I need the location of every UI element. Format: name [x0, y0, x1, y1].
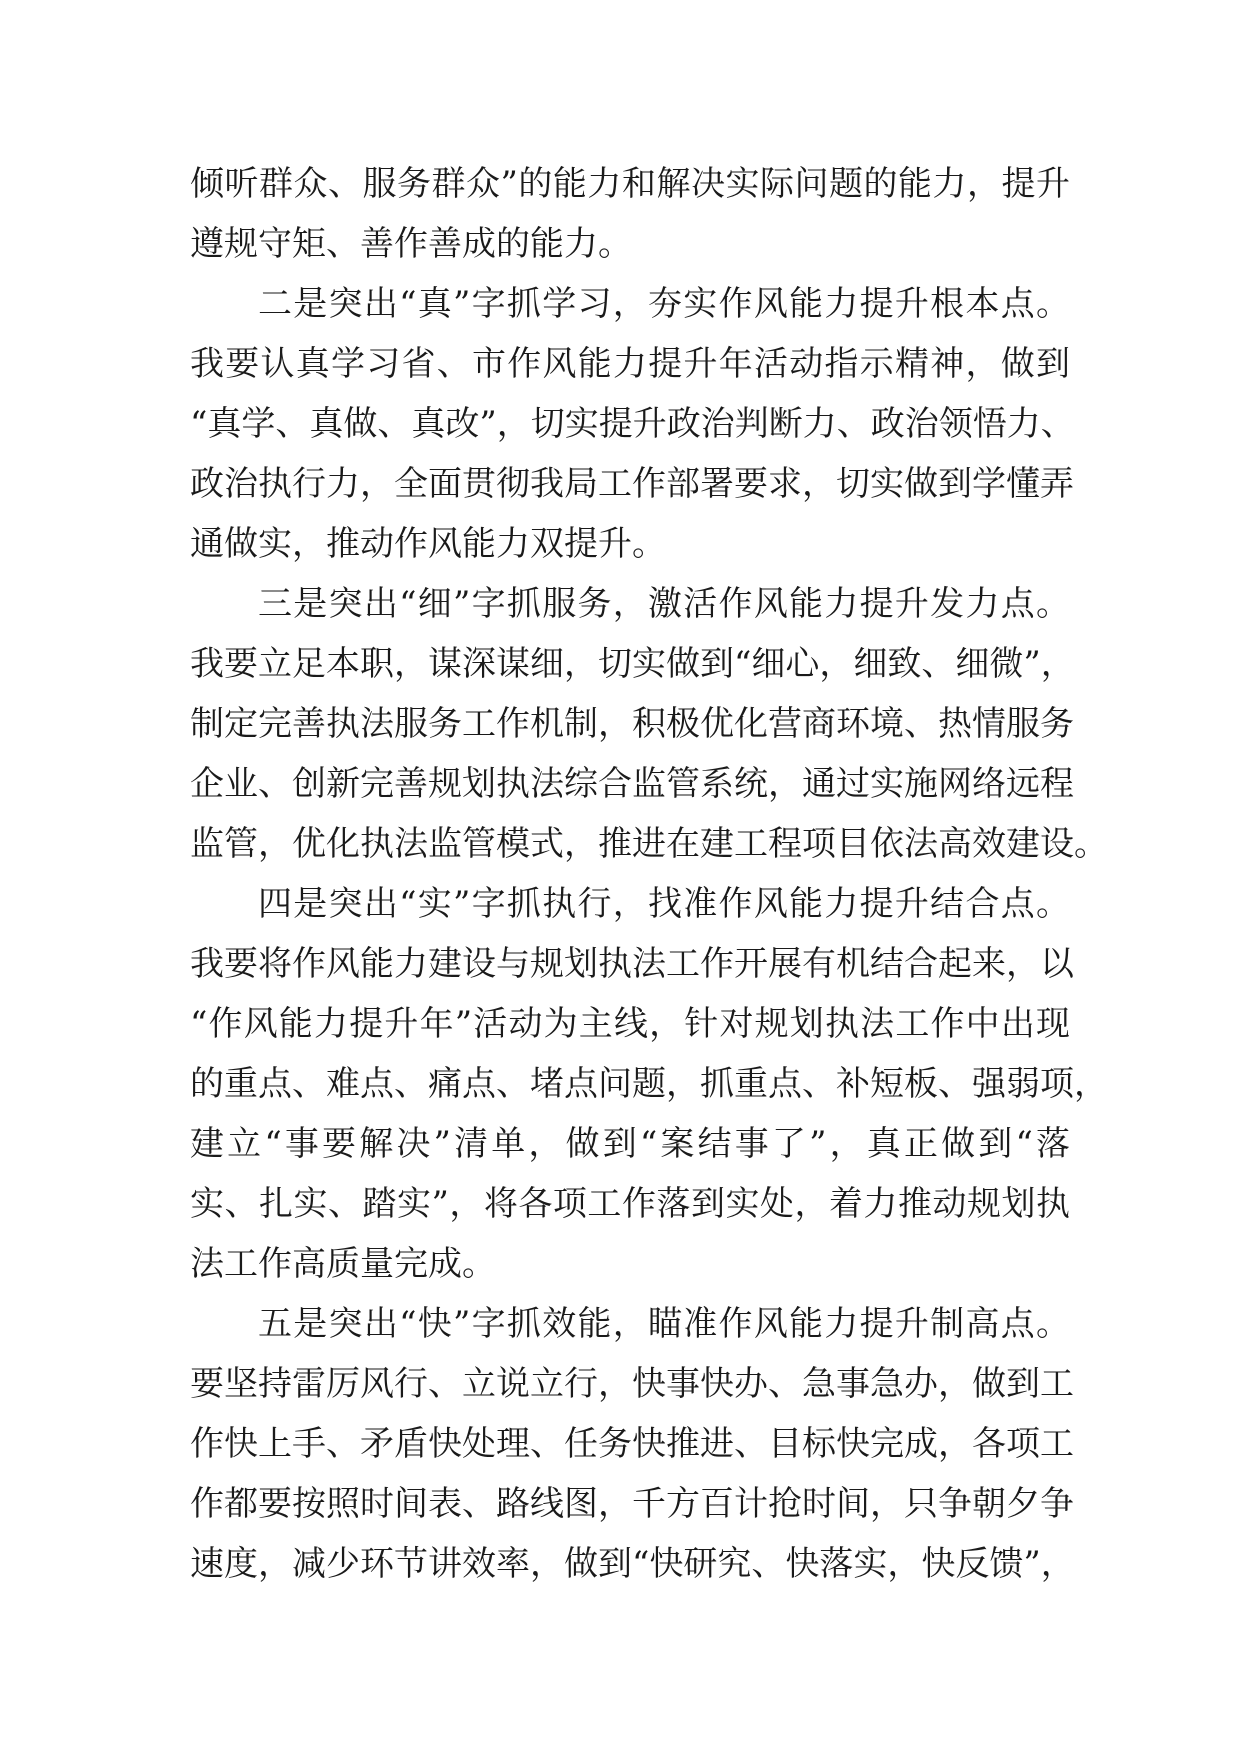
text-line: 作快上手、矛盾快处理、任务快推进、目标快完成，各项工	[190, 1424, 1074, 1464]
text-line: 遵规守矩、善作善成的能力。	[190, 224, 632, 264]
text-line: 建立“事要解决”清单，做到“案结事了”，真正做到“落	[190, 1124, 1070, 1164]
text-line: 制定完善执法服务工作机制，积极优化营商环境、热情服务	[190, 704, 1074, 744]
text-line: 法工作高质量完成。	[190, 1244, 496, 1284]
paragraph-heading-line: 五是突出“快”字抓效能，瞄准作风能力提升制高点。	[258, 1304, 1070, 1344]
text-line: “作风能力提升年”活动为主线，针对规划执法工作中出现	[190, 1004, 1070, 1044]
text-line: 我要立足本职，谋深谋细，切实做到“细心，细致、细微”，	[190, 644, 1075, 684]
text-line: 企业、创新完善规划执法综合监管系统，通过实施网络远程	[190, 764, 1074, 804]
text-line: “真学、真做、真改”，切实提升政治判断力、政治领悟力、	[190, 404, 1075, 444]
text-line: 我要认真学习省、市作风能力提升年活动指示精神，做到	[190, 344, 1070, 384]
paragraph-heading-line: 二是突出“真”字抓学习，夯实作风能力提升根本点。	[258, 284, 1070, 324]
text-line: 监管，优化执法监管模式，推进在建工程项目依法高效建设。	[190, 824, 1108, 864]
text-line: 政治执行力，全面贯彻我局工作部署要求，切实做到学懂弄	[190, 464, 1074, 504]
paragraph-heading-line: 四是突出“实”字抓执行，找准作风能力提升结合点。	[258, 884, 1070, 924]
text-line: 要坚持雷厉风行、立说立行，快事快办、急事急办，做到工	[190, 1364, 1074, 1404]
text-line: 我要将作风能力建设与规划执法工作开展有机结合起来，以	[190, 944, 1074, 984]
text-line: 倾听群众、服务群众”的能力和解决实际问题的能力，提升	[190, 164, 1070, 204]
text-line: 作都要按照时间表、路线图，千方百计抢时间，只争朝夕争	[190, 1484, 1074, 1524]
text-line: 速度，减少环节讲效率，做到“快研究、快落实，快反馈”，	[190, 1544, 1075, 1584]
paragraph-heading-line: 三是突出“细”字抓服务，激活作风能力提升发力点。	[258, 584, 1070, 624]
text-line: 实、扎实、踏实”，将各项工作落到实处，着力推动规划执	[190, 1184, 1070, 1224]
body-text	[190, 154, 1108, 1594]
text-line: 通做实，推动作风能力双提升。	[190, 524, 666, 564]
text-line: 的重点、难点、痛点、堵点问题，抓重点、补短板、强弱项，	[190, 1064, 1108, 1104]
